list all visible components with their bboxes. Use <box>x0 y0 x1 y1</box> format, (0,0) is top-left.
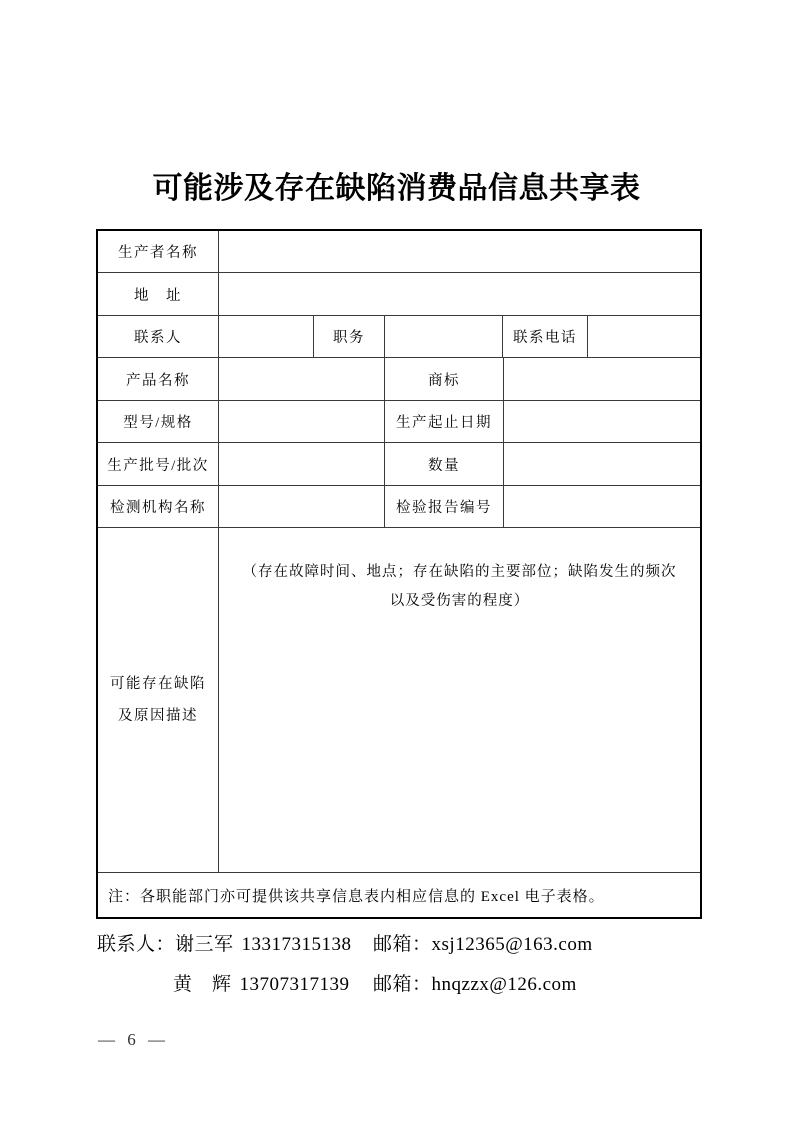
table-row-batch <box>98 443 700 486</box>
contact1-email: xsj12365@163.com <box>431 934 593 955</box>
production-dates-value-cell <box>504 401 700 442</box>
contact-phone-value-cell <box>588 316 700 357</box>
info-share-table <box>96 229 702 919</box>
contact2-phone: 13707317139 <box>239 974 350 995</box>
table-row-address <box>98 273 700 316</box>
table-row-note <box>98 873 700 917</box>
defect-description-value-cell <box>219 528 700 872</box>
contact1-email-label: 邮箱： <box>373 934 432 955</box>
production-dates-label: 生产起止日期 <box>385 401 504 442</box>
trademark-value-cell <box>504 358 700 400</box>
product-name-label: 产品名称 <box>98 358 219 400</box>
contact-info-block <box>97 925 593 1005</box>
institution-name-label: 检测机构名称 <box>98 486 219 527</box>
contact2-email-label: 邮箱： <box>373 974 432 995</box>
table-row-defect-description <box>98 528 700 873</box>
batch-number-label: 生产批号/批次 <box>98 443 219 485</box>
table-row-product <box>98 358 700 401</box>
contact1-name: 谢三军 <box>175 934 234 955</box>
contact2-name-phone <box>97 965 373 1005</box>
contact2-email-segment <box>373 965 577 1005</box>
defect-description-label <box>98 528 219 872</box>
table-row-contact <box>98 316 700 358</box>
position-value-cell <box>385 316 503 357</box>
product-name-value-cell <box>219 358 385 400</box>
report-number-label: 检验报告编号 <box>385 486 504 527</box>
quantity-label: 数量 <box>385 443 504 485</box>
table-row-model <box>98 401 700 443</box>
contact-line-2 <box>97 965 593 1005</box>
defect-label-line2: 及原因描述 <box>118 708 198 724</box>
position-label: 职务 <box>314 316 385 357</box>
contact1-email-segment <box>373 925 593 965</box>
contact1-phone: 13317315138 <box>241 934 352 955</box>
trademark-label: 商标 <box>385 358 504 400</box>
model-spec-value-cell <box>219 401 385 442</box>
defect-description-hint: （存在故障时间、地点；存在缺陷的主要部位；缺陷发生的频次以及受伤害的程度） <box>242 564 677 609</box>
quantity-value-cell <box>504 443 700 485</box>
contact1-name-phone <box>97 925 373 965</box>
table-row-institution <box>98 486 700 528</box>
contact-person-value-cell <box>219 316 314 357</box>
batch-number-value-cell <box>219 443 385 485</box>
address-value-cell <box>219 273 700 315</box>
page-number: — 6 — <box>98 1030 169 1049</box>
contact2-name: 黄 辉 <box>173 974 232 995</box>
producer-name-value-cell <box>219 231 700 272</box>
page-title: 可能涉及存在缺陷消费品信息共享表 <box>152 172 641 205</box>
producer-name-label: 生产者名称 <box>98 231 219 272</box>
contact-person-label: 联系人 <box>98 316 219 357</box>
model-spec-label: 型号/规格 <box>98 401 219 442</box>
address-label: 地 址 <box>98 273 219 315</box>
report-number-value-cell <box>504 486 700 527</box>
institution-name-value-cell <box>219 486 385 527</box>
contact-phone-label: 联系电话 <box>503 316 588 357</box>
defect-label-line1: 可能存在缺陷 <box>110 676 206 692</box>
table-note: 注：各职能部门亦可提供该共享信息表内相应信息的 Excel 电子表格。 <box>108 888 605 905</box>
table-row-producer <box>98 231 700 273</box>
contact1-prefix: 联系人： <box>97 934 176 955</box>
contact-line-1 <box>97 925 593 965</box>
contact2-email: hnqzzx@126.com <box>431 974 577 995</box>
